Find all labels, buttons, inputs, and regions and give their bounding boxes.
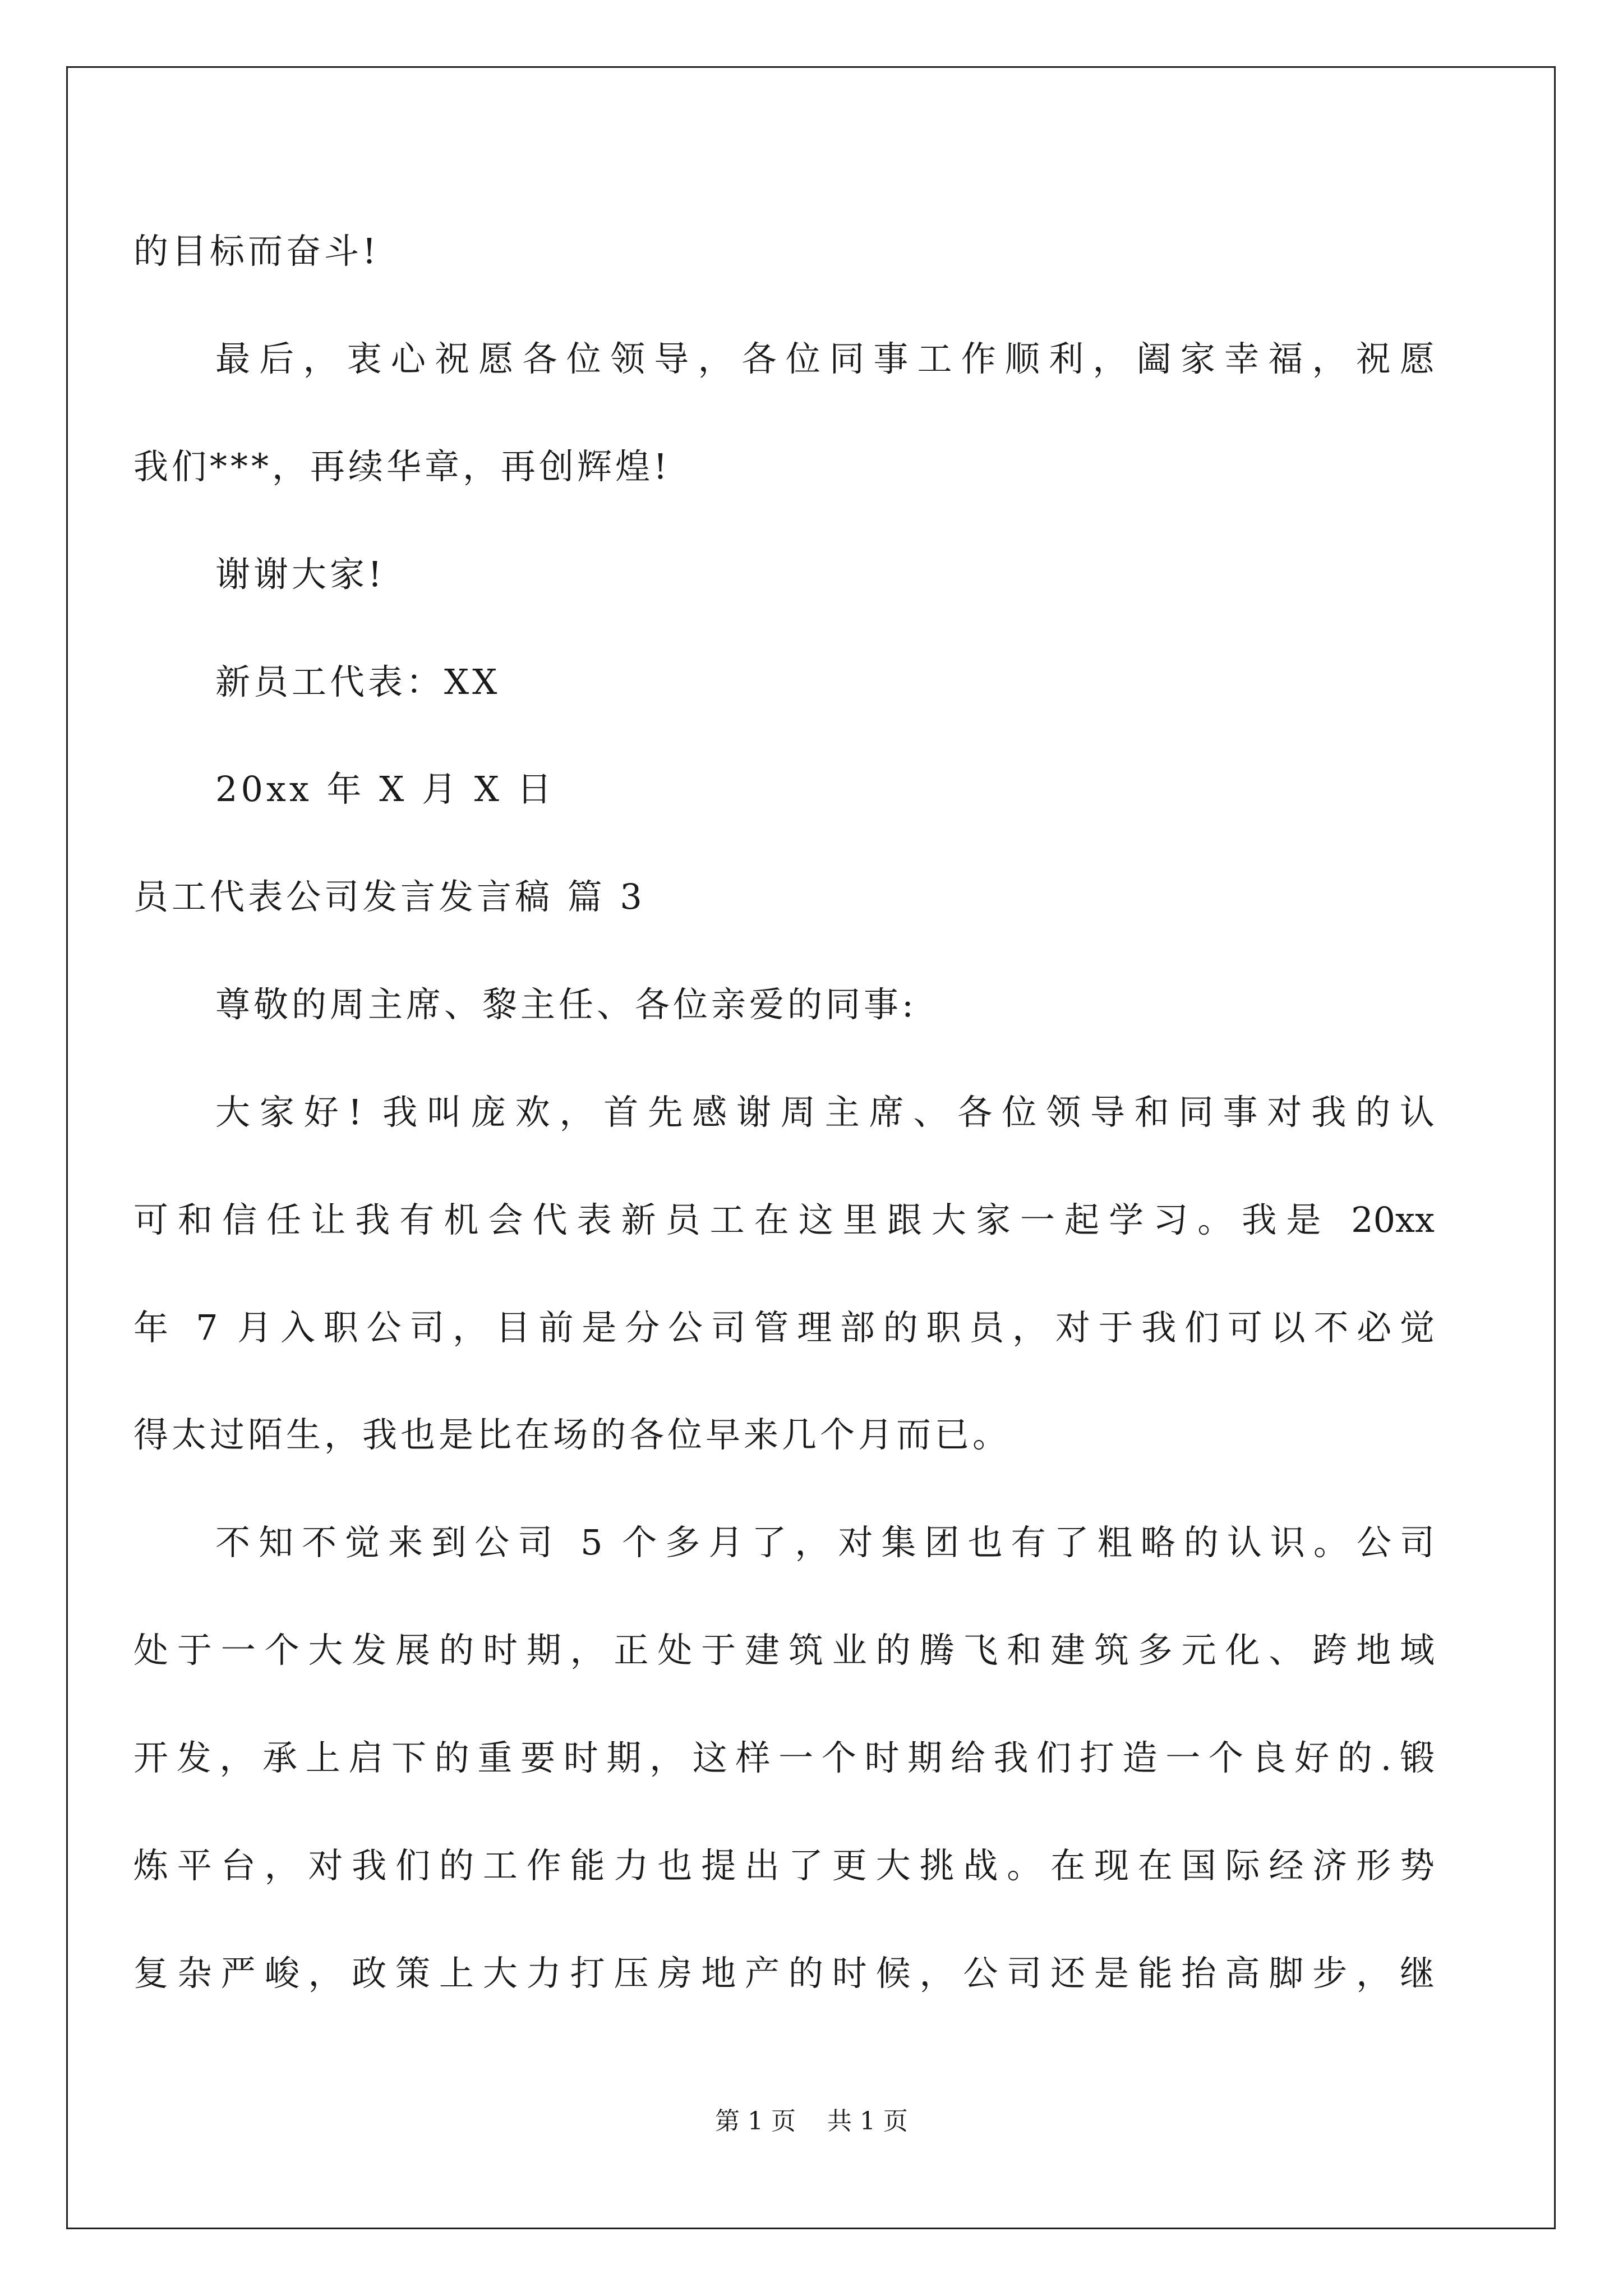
text-line: 我们***，再续华章，再创辉煌!: [133, 446, 671, 487]
text-line: 处于一个大发展的时期，正处于建筑业的腾飞和建筑多元化、跨地域: [133, 1630, 1435, 1671]
text-line: 谢谢大家!: [215, 554, 385, 595]
text-line: 大家好! 我叫庞欢，首先感谢周主席、各位领导和同事对我的认: [215, 1092, 1435, 1133]
text-line: 年 7 月入职公司，目前是分公司管理部的职员，对于我们可以不必觉: [133, 1307, 1435, 1348]
text-line: 的目标而奋斗!: [133, 231, 380, 272]
text-line: 新员工代表：XX: [215, 661, 501, 702]
page-border: [66, 66, 1556, 2229]
text-line: 20xx 年 X 月 X 日: [215, 769, 555, 809]
section-heading: 员工代表公司发言发言稿 篇 3: [133, 876, 645, 917]
page-number: 第 1 页 共 1 页: [715, 2107, 908, 2136]
text-line: 得太过陌生，我也是比在场的各位早来几个月而已。: [133, 1414, 1011, 1455]
text-line: 最后，衷心祝愿各位领导，各位同事工作顺利，阖家幸福，祝愿: [215, 338, 1435, 379]
text-line: 开发，承上启下的重要时期，这样一个时期给我们打造一个良好的.锻: [133, 1737, 1435, 1778]
text-line: 不知不觉来到公司 5 个多月了，对集团也有了粗略的认识。公司: [215, 1522, 1435, 1563]
text-line: 炼平台，对我们的工作能力也提出了更大挑战。在现在国际经济形势: [133, 1845, 1435, 1886]
text-line: 复杂严峻，政策上大力打压房地产的时候，公司还是能抬高脚步，继: [133, 1953, 1435, 1994]
text-line: 可和信任让我有机会代表新员工在这里跟大家一起学习。我是 20xx: [133, 1199, 1435, 1240]
salutation: 尊敬的周主席、黎主任、各位亲爱的同事:: [215, 984, 917, 1025]
